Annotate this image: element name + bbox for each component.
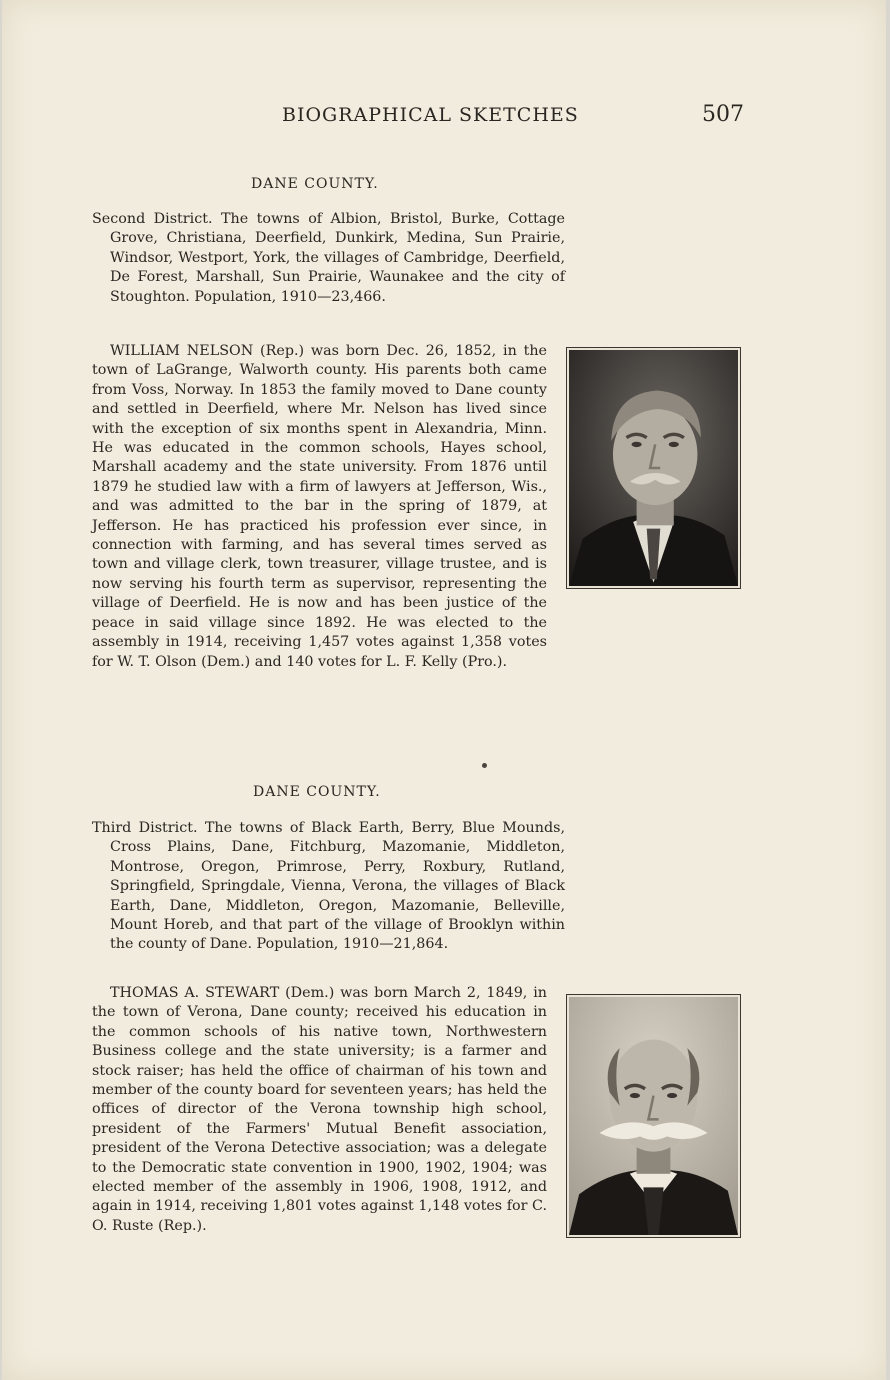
biography-william-nelson: WILLIAM NELSON (Rep.) was born Dec. 26, 1852, in the town of LaGrange, Walworth county. His parents both came from Voss, Norway. In 1853 the family moved to Dane county and settled in Deerfield, where Mr. Nelson has lived since with the exception of six months spent in Alexandria, Minn. He was educated in the common schools, Hayes school, Marshall academy and the state university. From 1876 until 1879 he studied law with a firm of lawyers at Jefferson, Wis., and was admitted to the bar in the spring of 1879, at Jefferson. He has practiced his profession ever since, in connection with farming, and has several times served as town and village clerk, town treasurer, village trustee, and is now serving his fourth term as supervisor, representing the village of Deerfield. He is now and has been justice of the peace in said village since 1892. He was elected to the assembly in 1914, receiving 1,457 votes against 1,358 votes for W. T. Olson (Dem.) and 140 votes for L. F. Kelly (Pro.). [92, 343, 547, 670]
portrait-thomas-stewart [566, 994, 741, 1238]
biography-thomas-stewart: THOMAS A. STEWART (Dem.) was born March 2, 1849, in the town of Verona, Dane county; received his education in the common schools of his native town, Northwestern Business college and the state university; is a farmer and stock raiser; has held the office of chairman of his town and member of the county board for seventeen years; has held the offices of director of the Verona township high school, president of the Farmers' Mutual Benefit association, president of the Verona Detective association; was a delegate to the Democratic state convention in 1900, 1902, 1904; was elected member of the assembly in 1906, 1908, 1912, and again in 1914, receiving 1,801 votes against 1,148 votes for C. O. Ruste (Rep.). [92, 985, 547, 1234]
portrait-william-nelson [566, 347, 741, 589]
running-head [2, 104, 886, 130]
county-heading-second-district: DANE COUNTY. [251, 176, 379, 192]
ink-spot [482, 763, 487, 768]
district-description-second: Second District. The towns of Albion, Bristol, Burke, Cottage Grove, Christiana, Deerfield, Dunkirk, Medina, Sun Prairie, Windsor, Westport, York, the villages of Cambridge, Deerfield, De Forest, Marshall, Sun Prairie, Waunakee and the city of Stoughton. Population, 1910—23,466. [92, 211, 565, 305]
page-number: 507 [702, 102, 744, 127]
running-title: BIOGRAPHICAL SKETCHES [282, 104, 579, 126]
district-description-third: Third District. The towns of Black Earth, Berry, Blue Mounds, Cross Plains, Dane, Fitchburg, Mazomanie, Middleton, Montrose, Oregon, Primrose, Perry, Roxbury, Rutland, Springfield, Springdale, Vienna, Verona, the villages of Black Earth, Dane, Middleton, Oregon, Mazomanie, Belleville, Mount Horeb, and that part of the village of Brooklyn within the county of Dane. Population, 1910—21,864. [92, 820, 565, 953]
book-page [2, 0, 886, 1380]
county-heading-third-district: DANE COUNTY. [253, 784, 381, 800]
